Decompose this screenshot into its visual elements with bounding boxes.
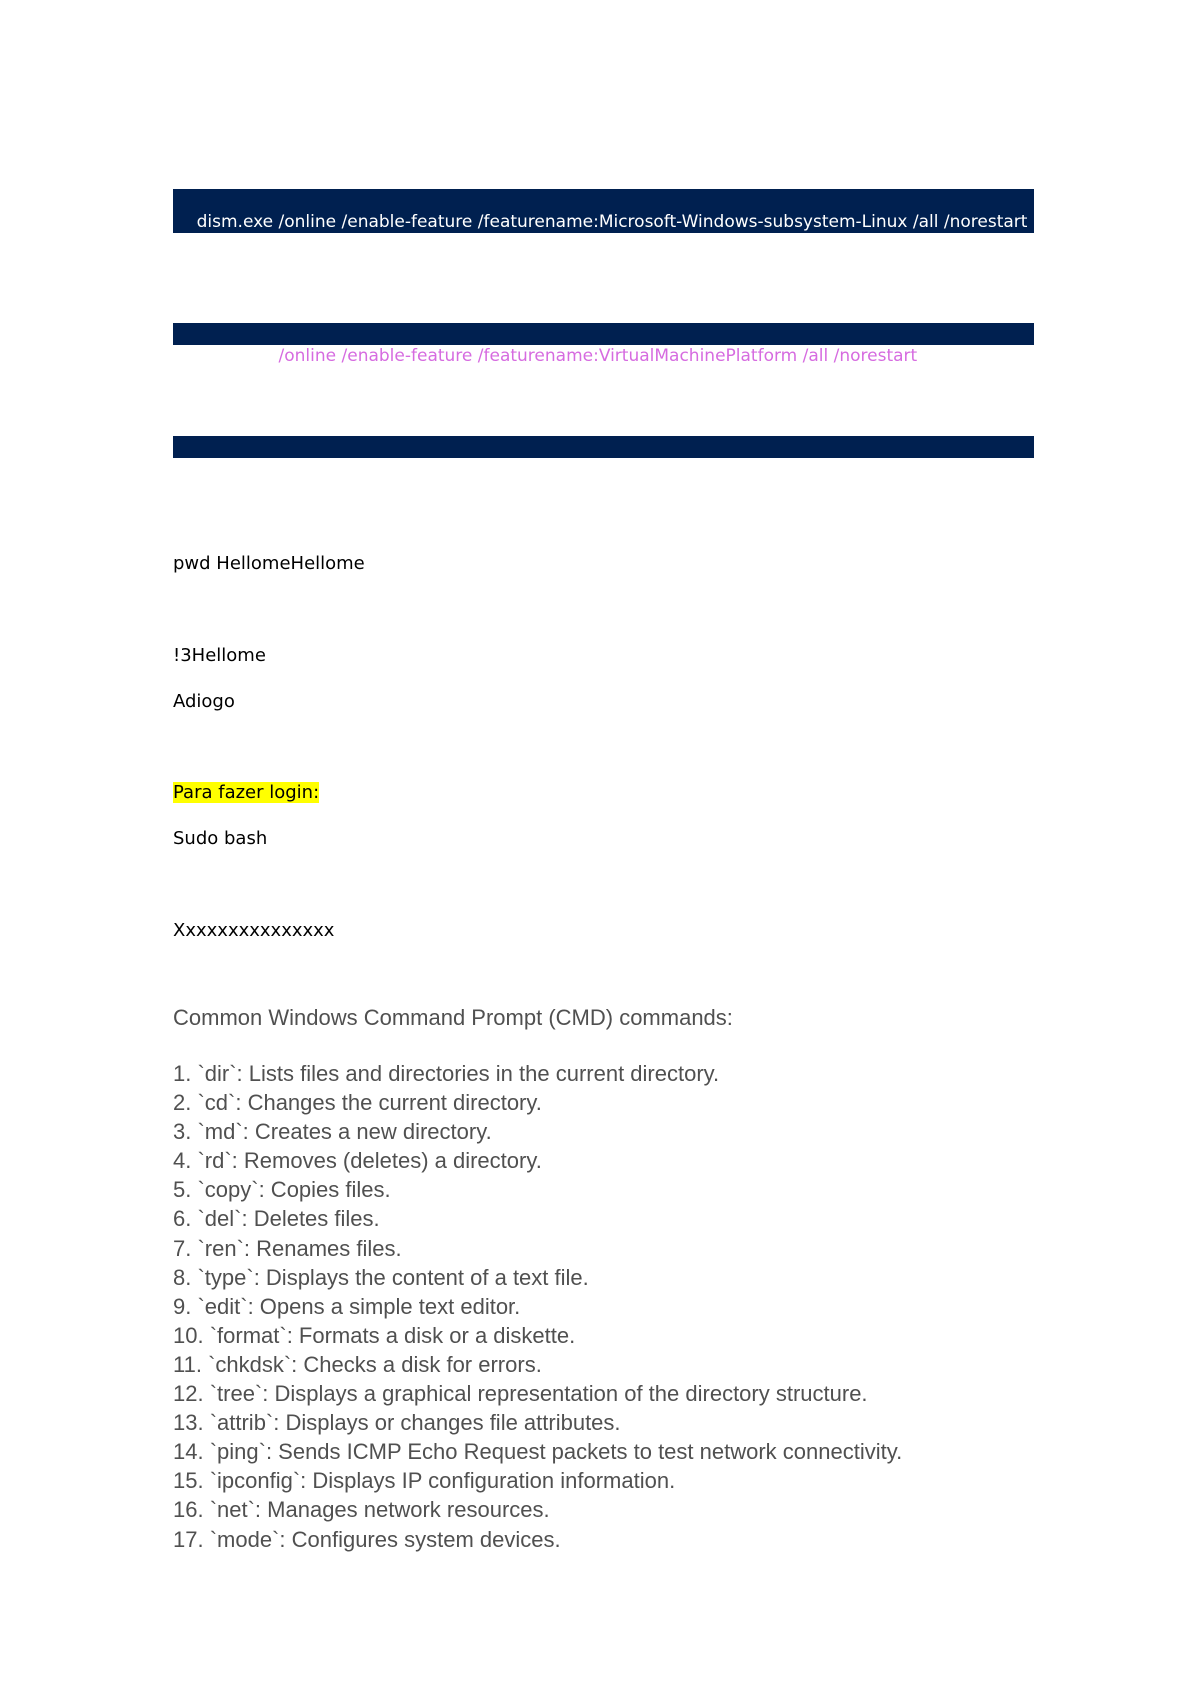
list-item: 7. `ren`: Renames files. bbox=[173, 1235, 402, 1261]
user-line: Adiogo bbox=[173, 691, 235, 712]
cmd-reference-list bbox=[173, 1059, 902, 1554]
list-item: 2. `cd`: Changes the current directory. bbox=[173, 1090, 542, 1116]
list-item: 15. `ipconfig`: Displays IP configuration information. bbox=[173, 1468, 676, 1494]
list-item: 13. `attrib`: Displays or changes file attributes. bbox=[173, 1410, 621, 1436]
command-text: dism.exe /online /enable-feature /featurename:Microsoft-Windows-subsystem-Linux /all /norestart bbox=[196, 212, 1028, 232]
list-item: 1. `dir`: Lists files and directories in the current directory. bbox=[173, 1061, 720, 1086]
login-heading-highlight: Para fazer login: bbox=[173, 782, 320, 803]
command-args: /online /enable-feature /featurename:VirtualMachinePlatform /all /norestart bbox=[278, 346, 918, 366]
command-text: wsl --set-default-version 2 bbox=[196, 459, 418, 479]
list-item: 12. `tree`: Displays a graphical representation of the directory structure. bbox=[173, 1381, 868, 1407]
bang-line: !3Hellome bbox=[173, 645, 266, 666]
sudo-line: Sudo bash bbox=[173, 828, 268, 849]
cmd-reference-title: Common Windows Command Prompt (CMD) commands: bbox=[173, 1005, 733, 1030]
list-item: 11. `chkdsk`: Checks a disk for errors. bbox=[173, 1351, 542, 1377]
command-block-vm-platform bbox=[173, 323, 1034, 366]
list-item: 16. `net`: Manages network resources. bbox=[173, 1497, 550, 1523]
command-block-wsl-version bbox=[173, 436, 1034, 479]
command-block-wsl-enable bbox=[173, 189, 1034, 233]
list-item: 6. `del`: Deletes files. bbox=[173, 1206, 380, 1232]
list-item: 14. `ping`: Sends ICMP Echo Request packets to test network connectivity. bbox=[173, 1439, 903, 1465]
list-item: 9. `edit`: Opens a simple text editor. bbox=[173, 1293, 521, 1319]
pwd-line: pwd HellomeHellome bbox=[173, 553, 365, 574]
placeholder-line: Xxxxxxxxxxxxxxx bbox=[173, 920, 335, 941]
list-item: 4. `rd`: Removes (deletes) a directory. bbox=[173, 1148, 542, 1174]
list-item: 17. `mode`: Configures system devices. bbox=[173, 1526, 561, 1552]
list-item: 10. `format`: Formats a disk or a diskette. bbox=[173, 1322, 576, 1348]
list-item: 8. `type`: Displays the content of a text file. bbox=[173, 1264, 589, 1290]
command-prefix: dism.exe bbox=[196, 346, 279, 366]
login-heading bbox=[173, 782, 319, 804]
list-item: 3. `md`: Creates a new directory. bbox=[173, 1119, 492, 1145]
list-item: 5. `copy`: Copies files. bbox=[173, 1177, 391, 1203]
